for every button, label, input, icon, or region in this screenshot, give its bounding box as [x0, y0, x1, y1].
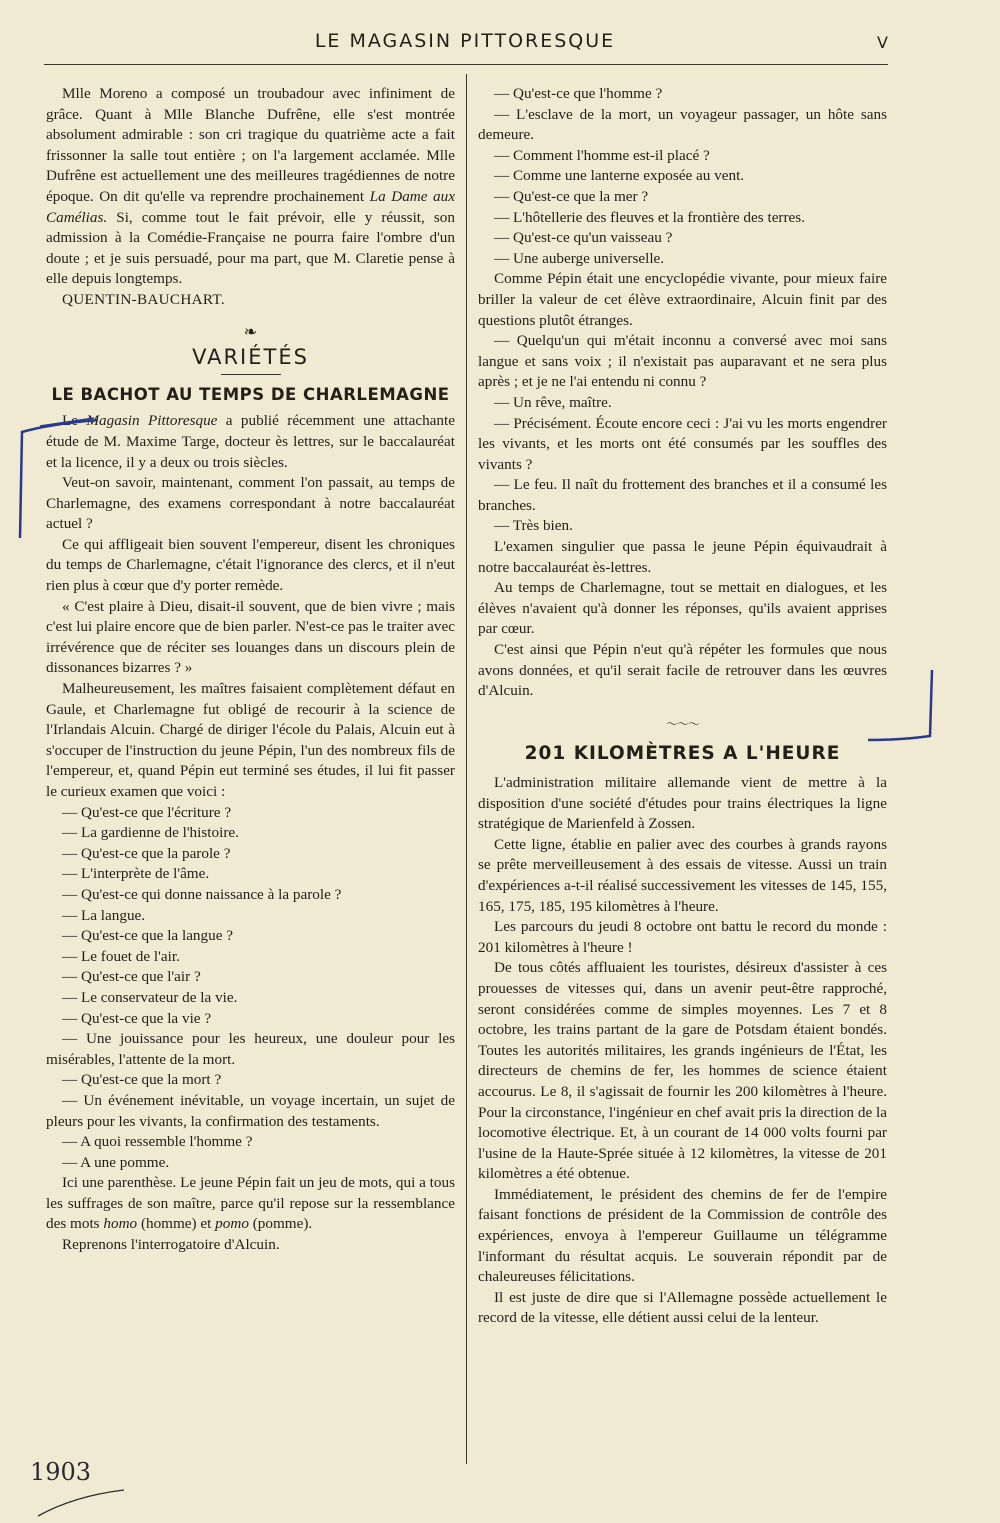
dialogue-list [46, 803, 455, 1174]
paragraph: L'examen singulier que passa le jeune Pépin équivaudrait à notre baccalauréat ès-lettres. [478, 538, 887, 576]
page-number: V [877, 33, 888, 52]
dialogue-line: — Comment l'homme est-il placé ? [494, 146, 710, 164]
article-title: 201 KILOMÈTRES A L'HEURE [524, 743, 841, 765]
separator-ornament: ～～～ [665, 716, 699, 731]
dialogue-list [478, 84, 887, 269]
dialogue-line: — L'interprète de l'âme. [62, 865, 210, 883]
dialogue-line: — Un rêve, maître. [494, 393, 612, 411]
dialogue-line: — La langue. [62, 906, 146, 924]
paragraph: L'administration militaire allemande vient de mettre à la disposition d'une société d'études pour trains électriques la ligne stratégique de Marienfeld à Zossen. [478, 774, 887, 833]
svg-text:1903: 1903 [30, 1458, 92, 1486]
paragraph: « C'est plaire à Dieu, disait-il souvent, que de bien vivre ; mais c'est lui plaire encore que de bien parler. N'est-ce pas le traiter avec irrévérence que de réciter ses louanges dans un discours plein de dissonances bizarres ? » [46, 597, 455, 677]
paragraph: Comme Pépin était une encyclopédie vivante, pour mieux faire briller la valeur de cet élève extraordinaire, Alcuin finit par des questions plutôt étranges. [478, 270, 887, 329]
dialogue-line: — Qu'est-ce que la langue ? [62, 927, 233, 945]
dialogue-line: — Qu'est-ce que l'écriture ? [62, 803, 232, 821]
dialogue-line: — A une pomme. [62, 1153, 170, 1171]
dialogue-line: — Le feu. Il naît du frottement des branches et il a consumé les branches. [478, 476, 887, 514]
journal-title: LE MAGASIN PITTORESQUE [314, 30, 616, 52]
dialogue-line: — Qu'est-ce que l'homme ? [494, 85, 663, 102]
dialogue-line: — Qu'est-ce que la parole ? [62, 844, 231, 862]
paragraph: C'est ainsi que Pépin n'eut qu'à répéter les formules que nous avons données, et qu'il serait facile de retrouver dans les œuvres d'Alcuin. [478, 641, 887, 700]
handwritten-note [24, 1452, 134, 1522]
author-signature: QUENTIN-BAUCHART. [62, 290, 225, 308]
dialogue-line: — A quoi ressemble l'homme ? [62, 1133, 253, 1151]
paragraph: Reprenons l'interrogatoire d'Alcuin. [62, 1236, 280, 1254]
paragraph: Le Magasin Pittoresque a publié récemment une attachante étude de M. Maxime Targe, docteur ès lettres, sur le baccalauréat et la licence, il y a deux ou trois siècles. [46, 412, 455, 471]
dialogue-line: — Une jouissance pour les heureux, une douleur pour les misérables, l'attente de la mort. [46, 1030, 455, 1068]
header-rule [44, 64, 888, 65]
dialogue-line: — Précisément. Écoute encore ceci : J'ai vu les morts engendrer les vivants, et les morts ont été consumés par les souffles des vivants ? [478, 414, 887, 473]
paragraph: Immédiatement, le président des chemins de fer de l'empire faisant fonctions de président de la Commission de contrôle des expériences, envoya à l'empereur Guillaume un télégramme l'informant du résultat acquis. Le souverain répondit par de chaleureuses félicitations. [478, 1185, 887, 1286]
pencil-bracket-right-mark [862, 664, 942, 750]
left-column [46, 84, 455, 1256]
paragraph: Ce qui affligeait bien souvent l'empereur, disent les chroniques du temps de Charlemagne, c'était l'ignorance des clercs, et il n'eut rien plus à cœur que d'y porter remède. [46, 535, 455, 595]
dialogue-line: — L'hôtellerie des fleuves et la frontière des terres. [494, 208, 805, 226]
dialogue-line: — La gardienne de l'histoire. [62, 824, 239, 842]
section-title: VARIÉTÉS [192, 345, 309, 370]
right-column [478, 84, 887, 1329]
dialogue-line: — Quelqu'un qui m'était inconnu a conversé avec moi sans langue et sans voix ; il n'existait pas auparavant et ne sera plus après ; et je ne l'ai entendu ni connu ? [478, 332, 887, 391]
paragraph: Il est juste de dire que si l'Allemagne possède actuellement le record de la vitesse, elle détient aussi celui de la lenteur. [478, 1288, 887, 1327]
column-divider [466, 74, 467, 1464]
dialogue-line: — Très bien. [494, 517, 573, 535]
running-header [36, 28, 894, 60]
dialogue-line: — Qu'est-ce que la mer ? [494, 187, 649, 205]
article-title: LE BACHOT AU TEMPS DE CHARLEMAGNE [51, 384, 450, 404]
paragraph: Veut-on savoir, maintenant, comment l'on passait, au temps de Charlemagne, des examens correspondant à notre baccalauréat actuel ? [46, 474, 455, 533]
ornament-icon: ❧ [243, 323, 258, 341]
dialogue-line: — Qu'est-ce que la mort ? [62, 1071, 222, 1089]
dialogue-line: — Comme une lanterne exposée au vent. [494, 167, 745, 185]
dialogue-line: — Qu'est-ce que la vie ? [62, 1009, 212, 1027]
dialogue-line: — Qu'est-ce que l'air ? [62, 968, 201, 986]
dialogue-list [478, 331, 887, 537]
dialogue-line: — Un événement inévitable, un voyage incertain, un sujet de pleurs pour les vivants, la confirmation des testaments. [46, 1091, 455, 1130]
paragraph: Cette ligne, établie en palier avec des courbes à grands rayons se prête merveilleusement à des essais de vitesse. Aussi un train d'expériences a-t-il réalisé successivement les vitesses de 145, 155, 165, 175, 185, 195 kilomètres à l'heure. [478, 835, 887, 915]
dialogue-line: — L'esclave de la mort, un voyageur passager, un hôte sans demeure. [478, 105, 887, 144]
dialogue-line: — Le fouet de l'air. [62, 947, 180, 965]
dialogue-line: — Qu'est-ce qui donne naissance à la parole ? [62, 885, 342, 903]
dialogue-line: — Une auberge universelle. [494, 249, 665, 267]
paragraph: Les parcours du jeudi 8 octobre ont battu le record du monde : 201 kilomètres à l'heure ! [478, 918, 887, 956]
paragraph: Malheureusement, les maîtres faisaient complètement défaut en Gaule, et Charlemagne fut obligé de recourir à la science de l'Irlandais Alcuin. Chargé de diriger l'école du Palais, Alcuin eut à s'occuper de l'instruction du jeune Pépin, l'un des nombreux fils de l'empereur, et, quand Pépin eut terminé ses études, il lui fit passer le curieux examen que voici : [46, 680, 455, 800]
section-rule [221, 374, 281, 375]
dialogue-line: — Le conservateur de la vie. [62, 988, 238, 1006]
pencil-bracket-left-mark [10, 408, 110, 548]
paragraph: Au temps de Charlemagne, tout se mettait en dialogues, et les élèves n'avaient qu'à donner les réponses, qu'ils avaient apprises par cœur. [478, 579, 887, 638]
paragraph: De tous côtés affluaient les touristes, désireux d'assister à ces prouesses de vitesses qui, dans un avenir peut-être rapproché, seront considérées comme de simples moyennes. Les 7 et 8 octobre, les trains partant de la gare de Potsdam étaient bondés. Toutes les autorités militaires, les grands ingénieurs de l'État, les directeurs de chemins de fer, les hommes de science étaient accourus. Le 8, il s'agissait de fournir les 200 kilomètres à l'heure. Pour la circonstance, l'ingénieur en chef avait pris la direction de la locomotive électrique. Et, à un courant de 14 000 volts fourni par l'usine de la Haute-Sprée située à 12 kilomètres, la vitesse de 201 kilomètres a été obtenue. [478, 959, 887, 1183]
dialogue-line: — Qu'est-ce qu'un vaisseau ? [494, 229, 673, 247]
theatre-paragraph: Mlle Moreno a composé un troubadour avec infiniment de grâce. Quant à Mlle Blanche Dufrêne, elle s'est montrée absolument admirable : son cri tragique du quatrième acte a fait frissonner la salle tout entière ; on l'a largement acclamée. Mlle Dufrêne est actuellement une des meilleures tragédiennes de notre époque. On dit qu'elle va reprendre prochainement La Dame aux Camélias. Si, comme tout le fait prévoir, elle y réussit, son admission à la Comédie-Française ne pourra faire l'ombre d'un doute ; et je suis persuadé, pour ma part, que M. Claretie pense à elle depuis longtemps. [46, 85, 455, 288]
paragraph: Ici une parenthèse. Le jeune Pépin fait un jeu de mots, qui a tous les suffrages de son maître, parce qu'il repose sur la ressemblance des mots homo (homme) et pomo (pomme). [46, 1174, 455, 1233]
